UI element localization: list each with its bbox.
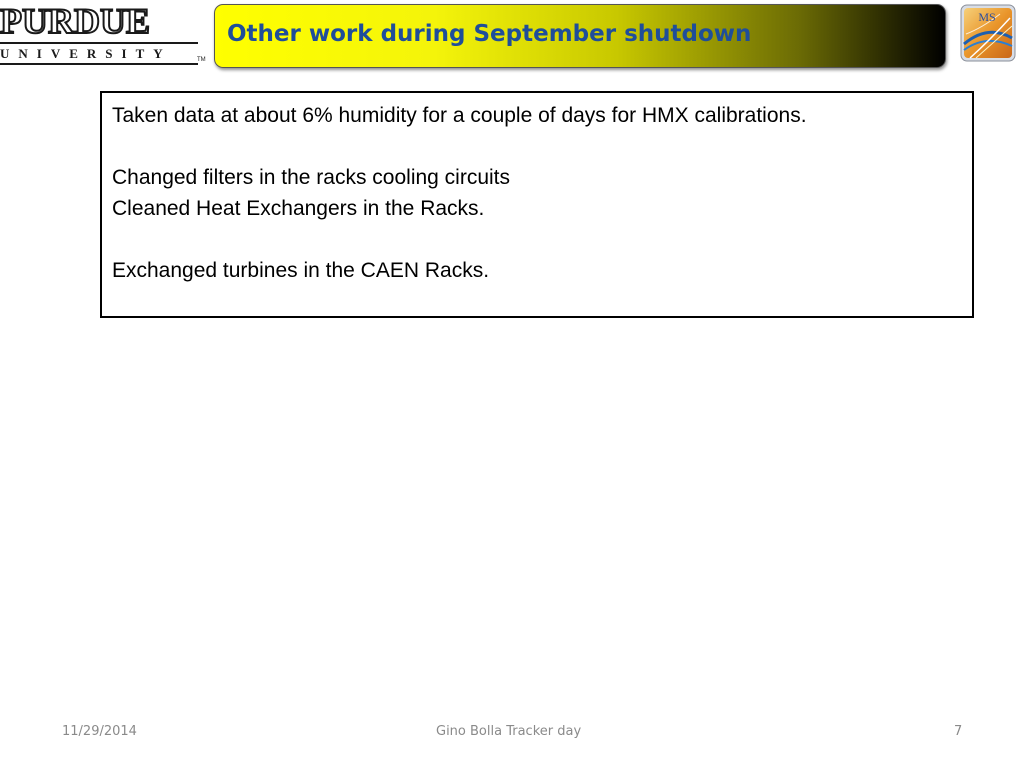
purdue-logo-subtitle: UNIVERSITY — [0, 46, 172, 61]
content-spacer — [112, 131, 962, 162]
content-line-filters: Changed filters in the racks cooling circuits — [112, 166, 511, 189]
purdue-logo-word: PURDUE — [0, 1, 150, 41]
content-box — [100, 91, 974, 318]
purdue-logo-trademark: TM — [197, 57, 206, 63]
content-line-humidity: Taken data at about 6% humidity for a couple of days for HMX calibrations. — [112, 104, 807, 127]
footer-page-number: 7 — [954, 724, 963, 739]
footer-date: 11/29/2014 — [62, 724, 137, 739]
purdue-logo-rule-bottom — [0, 63, 198, 65]
purdue-logo — [0, 2, 205, 66]
title-banner — [214, 4, 946, 68]
slide-title: Other work during September shutdown — [227, 21, 752, 47]
content-line-turbines: Exchanged turbines in the CAEN Racks. — [112, 259, 490, 282]
cms-logo-icon — [960, 4, 1016, 62]
purdue-logo-rule — [0, 42, 198, 44]
content-line-heat-exchangers: Cleaned Heat Exchangers in the Racks. — [112, 197, 485, 220]
cms-logo — [960, 4, 1016, 62]
cms-logo-label: MS — [978, 10, 996, 24]
footer-event: Gino Bolla Tracker day — [436, 724, 582, 739]
content-spacer — [112, 224, 962, 255]
